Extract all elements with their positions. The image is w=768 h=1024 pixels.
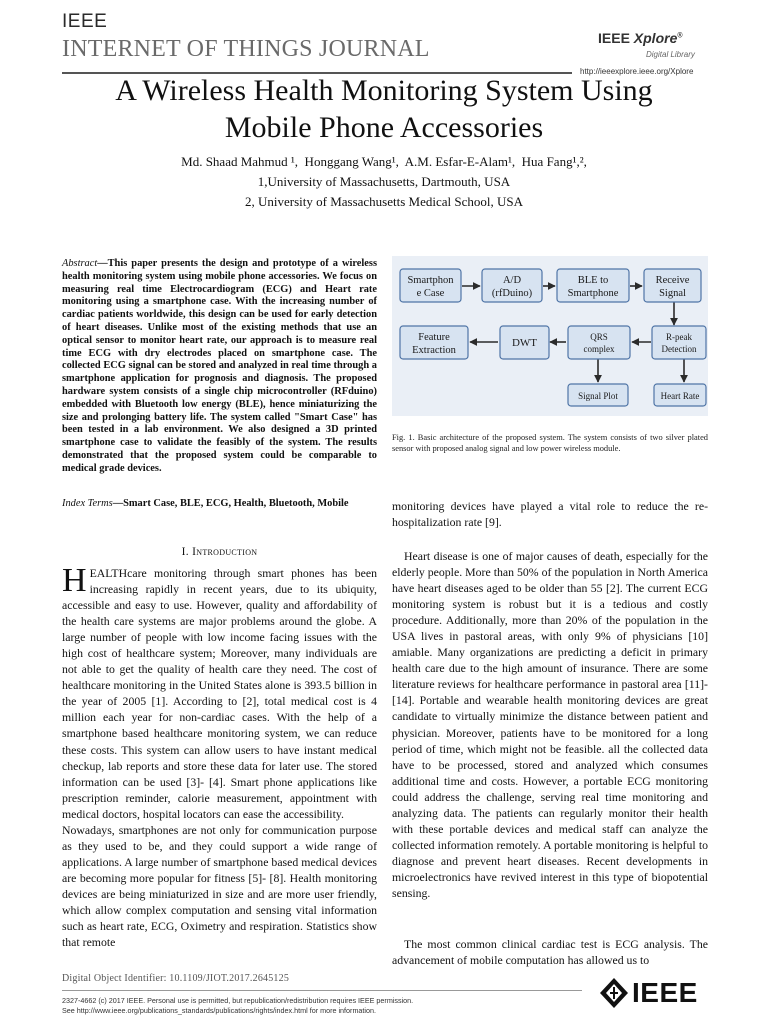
- index-terms-text: —Smart Case, BLE, ECG, Health, Bluetooth, Mobile: [112, 498, 349, 509]
- copyright-notice: [62, 996, 413, 1016]
- box-qrs-complex: [568, 326, 630, 359]
- ieee-diamond-icon: [600, 978, 628, 1008]
- box-label: Feature: [418, 332, 450, 343]
- intro-paragraph-1-text: EALTHcare monitoring through smart phones has been increasing rapidly in recent years, due to its ubiquity, accessible and easy to use. However, quality and affordability of the health care systems are major problems around the globe. A large number of people with low income facing issues with the high cost of healthcare system; Moreover, many individuals are not able to get the quality of health care they need. The cost of healthcare monitoring in the United States alone is 393.5 billion in the year of 2005 [1]. According to [2], total medical cost is 4 million each year for non-cardiac cases. With the help of a smartphone based healthcare monitoring system, we can reduce these costs. This system can allow users to have instant medical checkup, lab reports and store these data for later use. The stored information can be used [3]- [4]. Smart phone applications like prescription reminder, calorie measurement, appointment with medical doctors, hospital locators can ease the accessibility.: [62, 566, 377, 821]
- intro-paragraph-1: [62, 562, 377, 822]
- box-label: e Case: [416, 288, 445, 299]
- box-feature-extraction: [400, 326, 468, 359]
- journal-name: INTERNET OF THINGS JOURNAL: [62, 36, 430, 62]
- box-heart-rate: [654, 384, 706, 406]
- copyright-line: 2327-4662 (c) 2017 IEEE. Personal use is permitted, but republication/redistribution requires IEEE permission.: [62, 996, 414, 1005]
- ieee-logo-text: IEEE: [632, 977, 698, 1008]
- box-ad-converter: [482, 269, 542, 302]
- publisher-name: IEEE: [62, 11, 108, 32]
- paper-title: [0, 72, 768, 146]
- title-line: A Wireless Health Monitoring System Using: [115, 74, 653, 107]
- box-label: Smartphone: [567, 288, 619, 299]
- box-label: complex: [583, 344, 615, 354]
- box-rpeak-detection: [652, 326, 706, 359]
- abstract-label: Abstract: [62, 258, 98, 269]
- abstract-text: —This paper presents the design and prototype of a wireless health monitoring system using mobile phone accessories. We focus on measuring real time Electrocardiogram (ECG) and Heart rate monitoring using a smartphone case. With the increasing number of cardiac patients worldwide, this design can be used for early detection of heart diseases. Unlike most of the existing methods that use an optical sensor to monitor heart rate, our approach is to measure real time ECG with dry electrodes placed on smartphone case. The collected ECG signal can be stored and analyzed in real time through a smartphone application for prognosis and diagnosis. The proposed hardware system consists of a single chip microcontroller (RFduino) embedded with Bluetooth low energy (BLE), hence miniaturizing the size and prolonging battery life. The system called "Smart Case" has been tested in a lab environment. We also designed a 3D printed smartphone case to validate the feasibly of the system. The results demonstrated that the proposed system could be comparable to medical grade devices.: [62, 258, 377, 474]
- xplore-name: Xplore: [633, 30, 678, 46]
- box-label: Receive: [655, 275, 690, 286]
- intro-body: [62, 562, 377, 950]
- index-terms: [62, 498, 377, 511]
- abstract: [62, 258, 377, 476]
- box-label: Signal Plot: [578, 391, 618, 401]
- affiliation-2: 2, University of Massachusetts Medical School, USA: [244, 194, 524, 209]
- intro-paragraph-2: Nowadays, smartphones are not only for communication purpose as they used to be, and they could support a wide range of applications. A large number of smartphone based medical devices are becoming more popular for fitness [5]- [8]. Health monitoring devices are being miniaturized in size and are more user friendly, which allow complex computation and sensing vital information such as heart rate, ECG, Oximetry and respiration. Statistics show that remote: [62, 822, 377, 950]
- box-label: Extraction: [412, 345, 456, 356]
- xplore-subtitle: Digital Library: [646, 50, 695, 59]
- footer-rule: [62, 990, 582, 991]
- box-label: A/D: [502, 275, 522, 286]
- right-paragraph-2-text: The most common clinical cardiac test is ECG analysis. The advancement of mobile computation has allowed us to: [392, 937, 708, 968]
- xplore-url[interactable]: http://ieeexplore.ieee.org/Xplore: [580, 67, 694, 76]
- index-terms-label: Index Terms: [62, 498, 113, 509]
- box-dwt: [500, 326, 549, 359]
- ieee-xplore-logo: IEEE Xplore®: [598, 30, 683, 46]
- right-paragraph-2: [392, 936, 708, 968]
- box-receive-signal: [644, 269, 701, 302]
- box-label: (rfDuino): [491, 288, 533, 299]
- xplore-brand: IEEE: [598, 30, 630, 46]
- author-names: Md. Shaad Mahmud ¹, Honggang Wang¹, A.M. Esfar-E-Alam¹, Hua Fang¹,²,: [181, 154, 587, 169]
- box-label: Heart Rate: [660, 391, 700, 401]
- box-ble-to-smartphone: [557, 269, 629, 302]
- box-label: Signal: [659, 288, 686, 299]
- section-heading: [62, 546, 377, 558]
- box-signal-plot: [568, 384, 628, 406]
- doi: Digital Object Identifier: 10.1109/JIOT.2017.2645125: [62, 973, 290, 984]
- box-smartphone-case: [400, 269, 461, 302]
- section-number: I.: [181, 546, 189, 558]
- section-title: Introduction: [192, 546, 258, 558]
- box-label: BLE to: [577, 275, 609, 286]
- architecture-figure: [392, 256, 708, 416]
- box-label: QRS: [590, 332, 608, 342]
- figure-caption: Fig. 1. Basic architecture of the proposed system. The system consists of two silver plated sensor with proposed analog signal and low power wireless module.: [392, 433, 708, 453]
- drop-cap: H: [62, 562, 87, 599]
- right-column-continuation: monitoring devices have played a vital role to reduce the re-hospitalization rate [9].: [392, 499, 708, 530]
- affiliation-1: 1,University of Massachusetts, Dartmouth, USA: [257, 174, 511, 189]
- right-paragraph-1: [392, 548, 708, 901]
- author-block: [0, 152, 768, 212]
- box-label: R-peak: [666, 332, 692, 342]
- title-line: Mobile Phone Accessories: [224, 111, 544, 144]
- box-label: Detection: [661, 344, 697, 354]
- box-label: Smartphon: [407, 275, 454, 286]
- right-paragraph-1-text: Heart disease is one of major causes of death, especially for the elderly people. More than 50% of the population in North America have heart diseases aged to be older than 55 [2]. The current ECG monitoring system is robust but it is a tedious and costly procedure. Additionally, more than 20% of the population in the USA lives in pastoral areas, with only 9% of physicians [10] amiable. Many organizations are predicting a deficit in primary health care due to the high amount of insurance. There are some literature reviews for healthcare performance in pastoral area [11]- [14]. Portable and wearable health monitoring devices are great candidate to virtually minimize the distance between patient and physician. Moreover, patients have to be monitored for a long period of time, which might not be feasible. all the collected data have to be processed, stored and analyzed which consumes additional time and costs. However, a portable ECG monitoring could address the challenge, serving real time monitoring and analyzing data. The patients can regularly monitor their health with these portable devices and medical staff can analyze the collected information remotely. A portable monitoring is helpful to diagnose and prevent heart diseases. Recent developments in microelectronics have revived interest in this type of biopotential sensing.: [392, 549, 708, 900]
- rights-url-line[interactable]: See http://www.ieee.org/publications_standards/publications/rights/index.html for more information.: [62, 1006, 377, 1015]
- box-label: DWT: [511, 337, 538, 349]
